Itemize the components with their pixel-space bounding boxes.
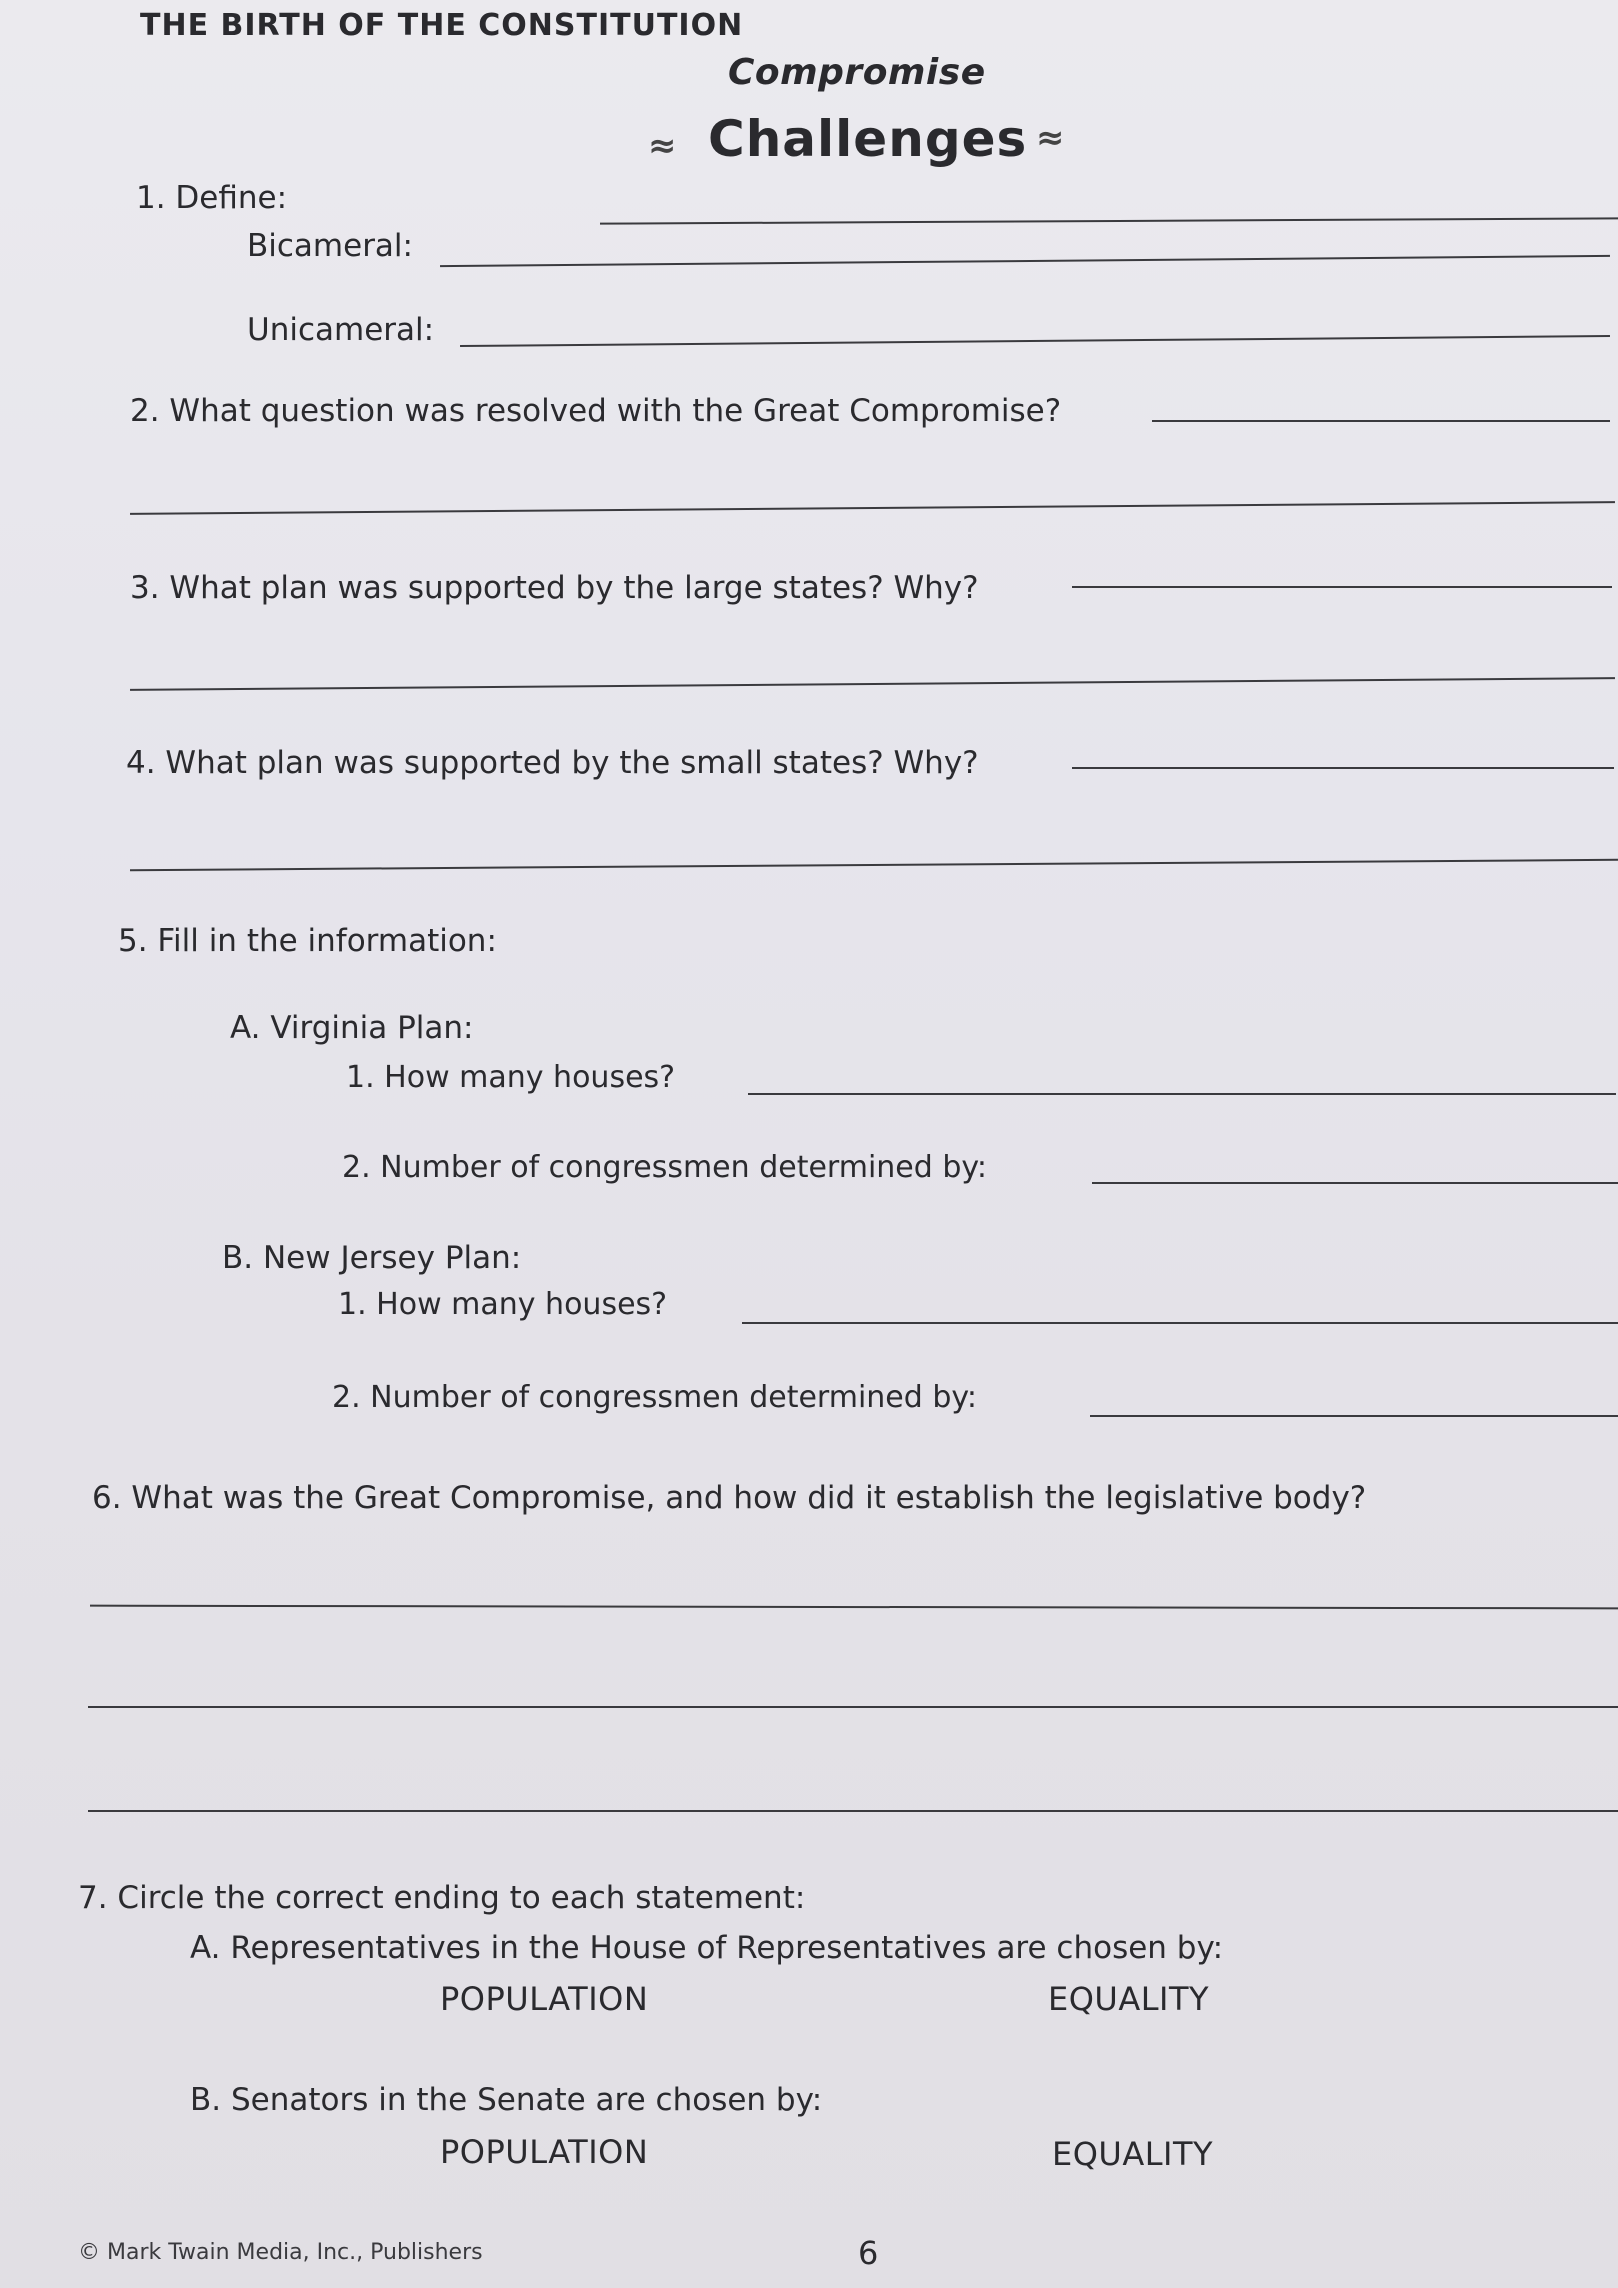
q5b-item1: 1. How many houses? <box>338 1287 668 1322</box>
q5-text: 5. Fill in the information: <box>118 923 497 959</box>
worksheet-title: THE BIRTH OF THE CONSTITUTION <box>140 8 744 43</box>
q7a-option-equality[interactable]: EQUALITY <box>1048 1980 1210 2018</box>
q5a-item1-answer-line[interactable] <box>748 1093 1616 1095</box>
q1-bicameral-label: Bicameral: <box>247 228 413 264</box>
q5a-item2: 2. Number of congressmen determined by: <box>342 1150 988 1185</box>
unicameral-answer-line[interactable] <box>460 335 1610 347</box>
q6-text: 6. What was the Great Compromise, and how did it establish the legislative body? <box>92 1480 1367 1516</box>
q5a-item1: 1. How many houses? <box>346 1060 676 1095</box>
worksheet-subtitle: Compromise <box>728 52 986 93</box>
q2-text: 2. What question was resolved with the Great Compromise? <box>130 393 1062 429</box>
q7-text: 7. Circle the correct ending to each statement: <box>78 1880 806 1916</box>
page-number: 6 <box>858 2234 879 2272</box>
challenges-heading: Challenges <box>708 110 1028 168</box>
q1-unicameral-label: Unicameral: <box>247 312 435 348</box>
wave-symbol-left: ≈ <box>648 126 677 166</box>
q4-answer-line-1[interactable] <box>1072 767 1614 769</box>
q3-answer-line-2[interactable] <box>130 677 1615 691</box>
q6-answer-line-1[interactable] <box>90 1605 1618 1610</box>
q3-text: 3. What plan was supported by the large states? Why? <box>130 570 979 606</box>
q7a-option-population[interactable]: POPULATION <box>440 1980 649 2018</box>
q4-answer-line-2[interactable] <box>130 859 1618 871</box>
q5b-item2-answer-line[interactable] <box>1090 1415 1618 1417</box>
q1-label: 1. Define: <box>136 180 288 216</box>
q5a-label: A. Virginia Plan: <box>230 1010 474 1046</box>
q2-answer-line-1[interactable] <box>1152 420 1610 422</box>
q2-answer-line-2[interactable] <box>130 501 1615 515</box>
q5b-item2: 2. Number of congressmen determined by: <box>332 1380 978 1415</box>
q1-top-answer-line[interactable] <box>600 217 1618 224</box>
q7b-option-population[interactable]: POPULATION <box>440 2133 649 2171</box>
q5b-item1-answer-line[interactable] <box>742 1322 1618 1324</box>
q6-answer-line-2[interactable] <box>88 1706 1618 1708</box>
q4-text: 4. What plan was supported by the small states? Why? <box>126 745 979 781</box>
q7b-option-equality[interactable]: EQUALITY <box>1052 2135 1214 2173</box>
q6-answer-line-3[interactable] <box>88 1810 1618 1812</box>
publisher-credit: © Mark Twain Media, Inc., Publishers <box>78 2240 483 2265</box>
q7a-text: A. Representatives in the House of Representatives are chosen by: <box>190 1930 1224 1966</box>
q3-answer-line-1[interactable] <box>1072 586 1612 588</box>
bicameral-answer-line[interactable] <box>440 255 1610 267</box>
q5a-item2-answer-line[interactable] <box>1092 1182 1618 1184</box>
wave-symbol-right: ≈ <box>1036 118 1065 158</box>
q5b-label: B. New Jersey Plan: <box>222 1240 522 1276</box>
q7b-text: B. Senators in the Senate are chosen by: <box>190 2082 823 2118</box>
